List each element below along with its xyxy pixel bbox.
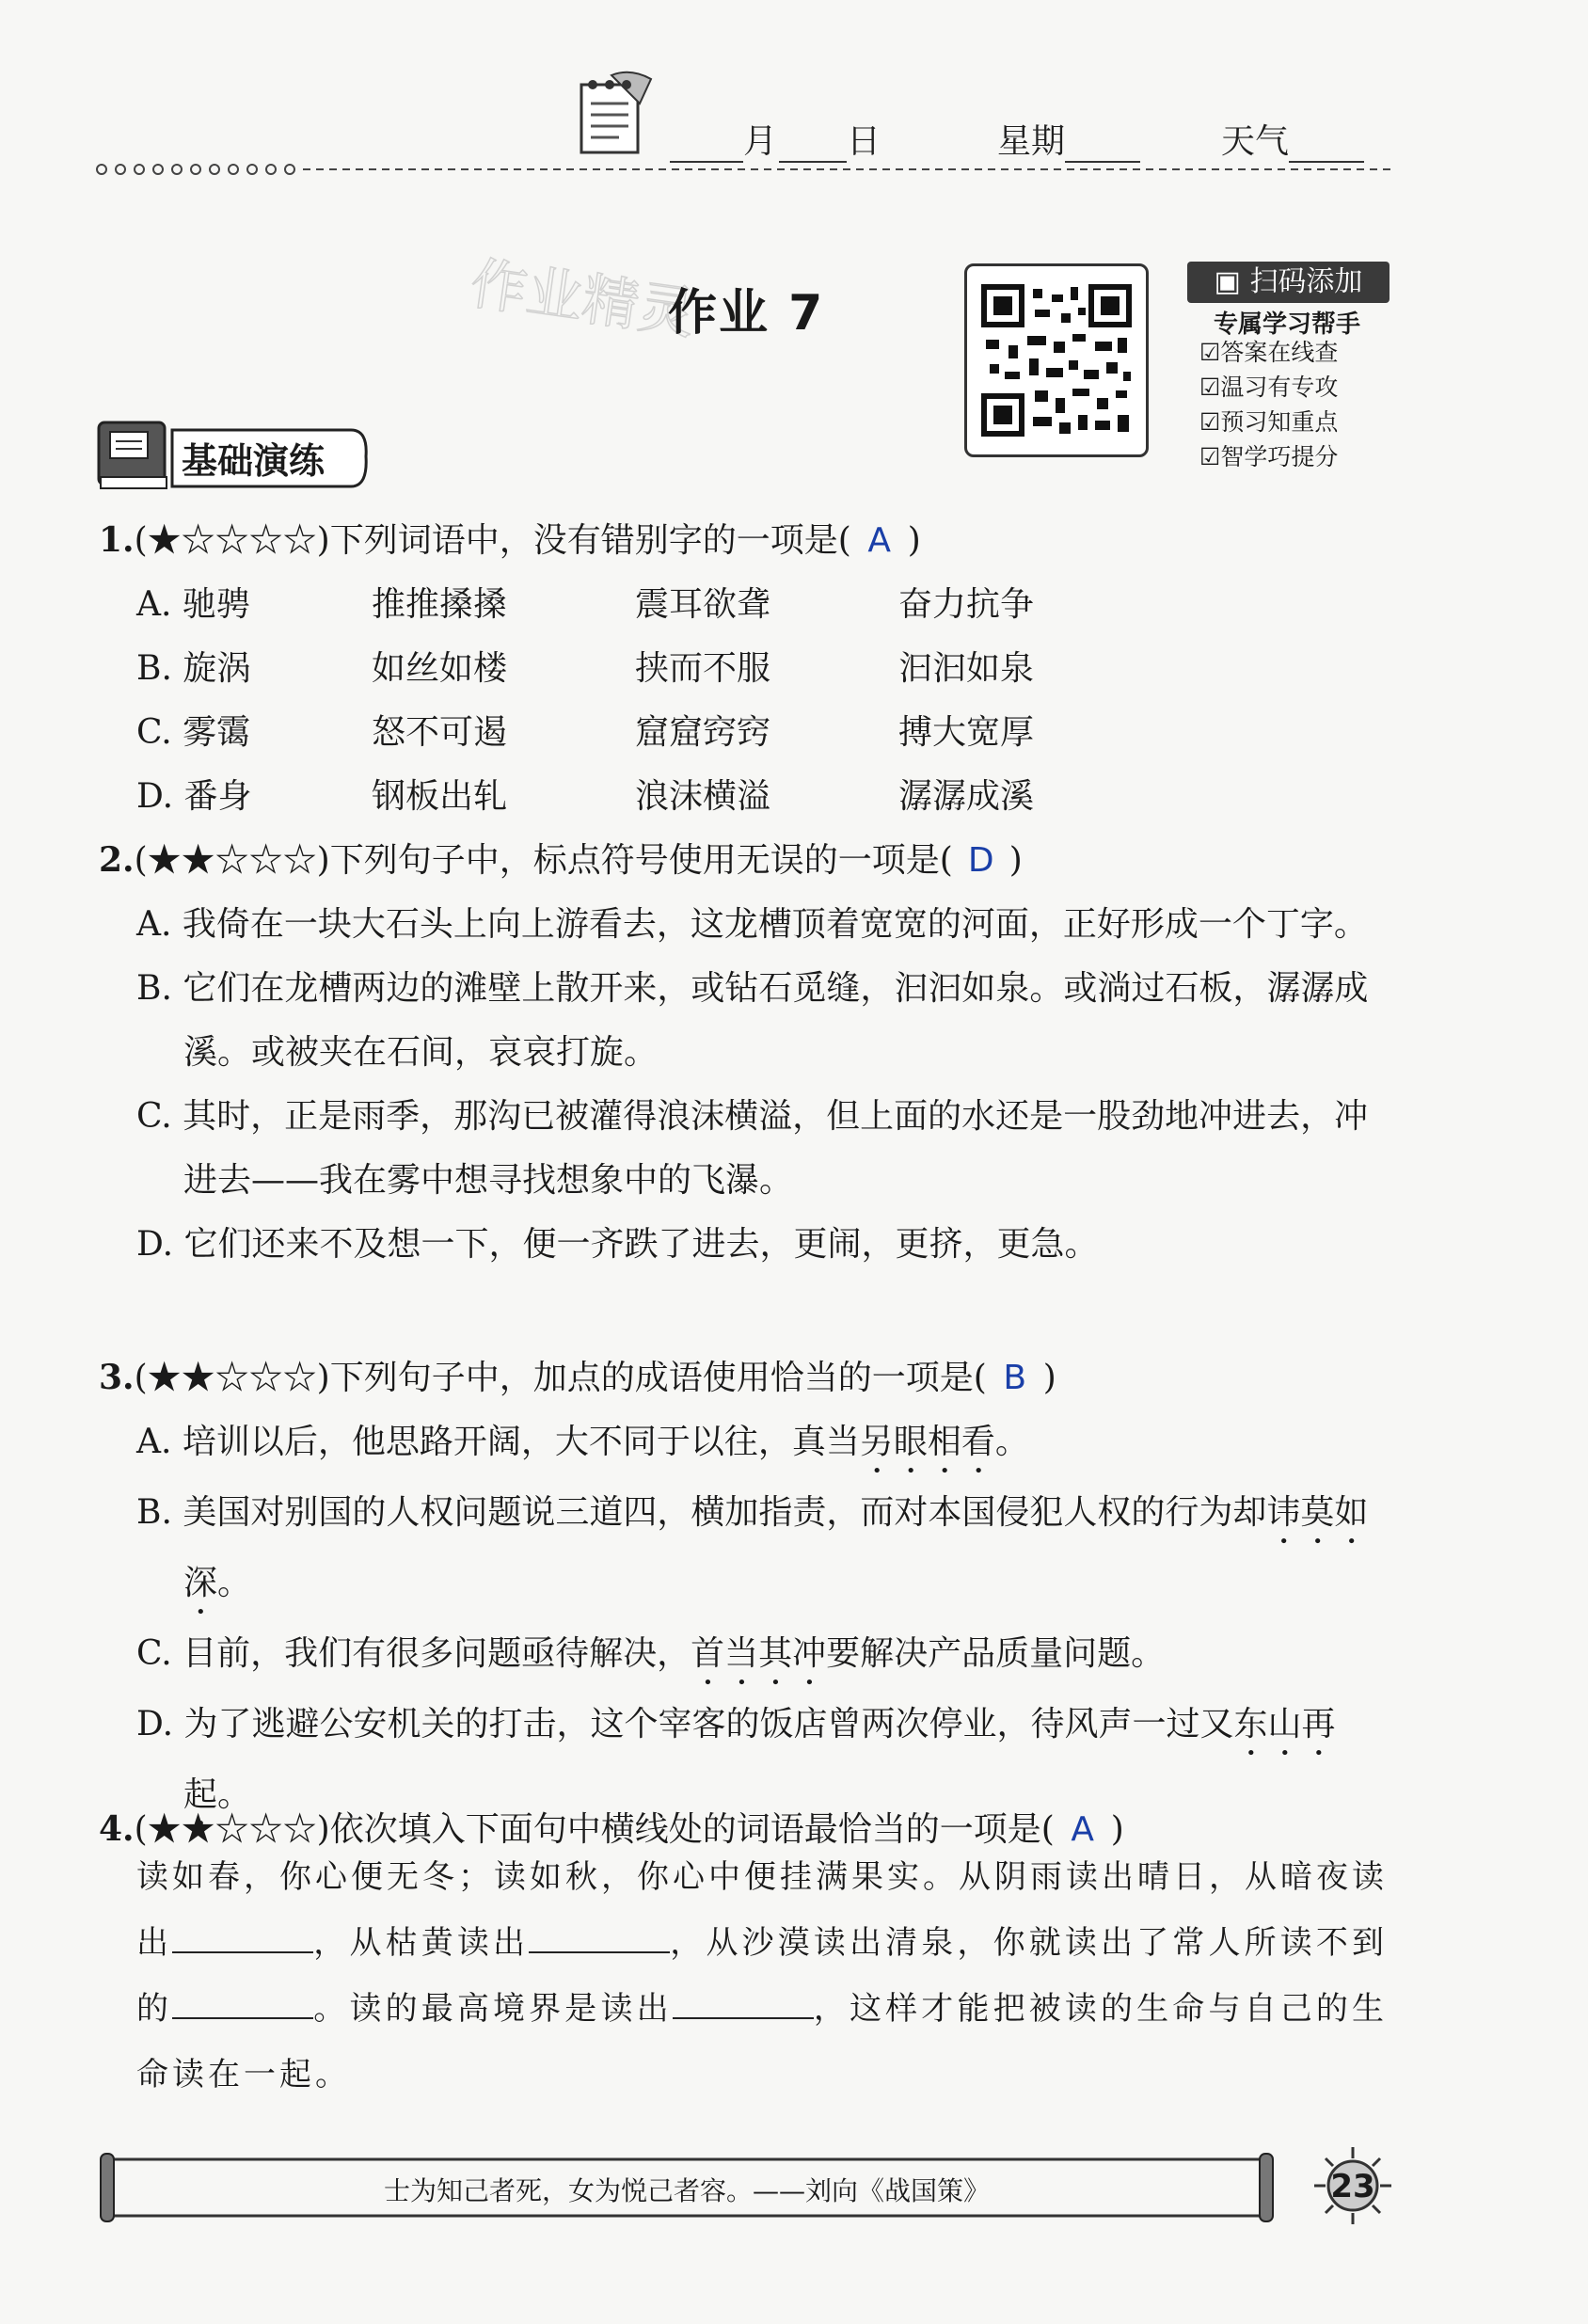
month-field: 月	[670, 115, 777, 163]
section-header	[97, 419, 370, 494]
question-stem: 3.(★★☆☆☆)下列句子中，加点的成语使用恰当的一项是( B )	[99, 1345, 1397, 1410]
scan-icon: ▣	[1214, 265, 1250, 298]
option-row: A. 驰骋 推推搡搡 震耳欲聋 奋力抗争	[136, 585, 1035, 624]
question-stem: 1.(★☆☆☆☆)下列词语中，没有错别字的一项是( A )	[99, 508, 1397, 573]
answer-mark: A	[1071, 1810, 1095, 1849]
question-1	[99, 508, 1397, 829]
page-title: 作业 7	[668, 285, 825, 342]
day-field: 日	[779, 115, 881, 163]
calendar-icon	[574, 66, 659, 160]
qr-code[interactable]	[964, 263, 1149, 457]
fill-blank[interactable]	[673, 1985, 814, 2019]
qr-subtitle: 专属学习帮手	[1214, 310, 1361, 339]
qr-feature: ☑温习有专攻	[1199, 374, 1339, 401]
weekday-field: 星期	[997, 115, 1140, 163]
option-sentence: B. 美国对别国的人权问题说三道四，横加指责，而对本国侵犯人权的行为却讳莫如深。	[136, 1493, 1369, 1602]
section-label: 基础演练	[182, 440, 326, 482]
qr-feature: ☑预习知重点	[1199, 408, 1339, 436]
dotted-idiom: 东山再起	[183, 1705, 1336, 1814]
header-divider	[94, 162, 1392, 177]
option-sentence: D. 它们还来不及想一下，便一齐跌了进去，更闹，更挤，更急。	[136, 1225, 1099, 1264]
qr-code-icon	[967, 266, 1146, 454]
option-sentence: C. 其时，正是雨季，那沟已被灌得浪沫横溢，但上面的水还是一股劲地冲进去，冲进去——我在雾中想寻找想象中的飞瀑。	[136, 1097, 1369, 1200]
qr-feature-list	[1199, 335, 1338, 474]
question-stem: 2.(★★☆☆☆)下列句子中，标点符号使用无误的一项是( D )	[99, 828, 1397, 893]
fill-blank[interactable]	[172, 1919, 313, 1953]
footer-quote: 士为知己者死，女为悦己者容。——刘向《战国策》	[383, 2175, 990, 2206]
watermark: 作业精灵	[466, 250, 700, 348]
option-row: D. 番身 钢板出轧 浪沫横溢 潺潺成溪	[136, 777, 1035, 816]
qr-feature: ☑答案在线查	[1199, 339, 1339, 366]
option-sentence: D. 为了逃避公安机关的打击，这个宰客的饭店曾两次停业，待风声一过又东山再起。	[136, 1705, 1336, 1814]
qr-feature: ☑智学巧提分	[1199, 443, 1339, 470]
footer-scroll	[99, 2150, 1275, 2225]
question-3	[99, 1345, 1397, 1834]
check-icon: ☑	[1199, 408, 1221, 436]
check-icon: ☑	[1199, 339, 1221, 366]
answer-mark: D	[967, 841, 994, 880]
option-row: C. 雾霭 怒不可遏 窟窟窍窍 搏大宽厚	[136, 713, 1035, 752]
reading-passage: 读如春，你心便无冬；读如秋，你心中便挂满果实。从阴雨读出晴日，从暗夜读出 ，从枯黄读出 ，从沙漠读出清泉，你就读出了常人所读不到的 。读的最高境界是读出 ，这样才能把被读的生命与自己的生命读在一起。	[136, 1858, 1389, 2093]
option-sentence: B. 它们在龙槽两边的滩壁上散开来，或钻石觅缝，汩汩如泉。或淌过石板，潺潺成溪。或被夹在石间，哀哀打旋。	[136, 969, 1369, 1072]
dotted-idiom: 另眼相看	[859, 1423, 995, 1461]
question-stem: 4.(★★☆☆☆)依次填入下面句中横线处的词语最恰当的一项是( A )	[99, 1797, 1397, 1862]
scan-add-badge[interactable]: ▣ 扫码添加	[1187, 262, 1390, 303]
answer-mark: A	[867, 521, 892, 560]
date-header	[94, 56, 1392, 179]
weather-field: 天气	[1221, 115, 1364, 163]
fill-blank[interactable]	[529, 1919, 670, 1953]
question-2	[99, 828, 1397, 1277]
check-icon: ☑	[1199, 374, 1221, 401]
answer-mark: B	[1003, 1359, 1027, 1397]
option-sentence: C. 目前，我们有很多问题亟待解决，首当其冲要解决产品质量问题。	[136, 1634, 1166, 1673]
option-sentence: A. 培训以后，他思路开阔，大不同于以往，真当另眼相看。	[136, 1423, 1029, 1461]
dotted-idiom: 首当其冲	[691, 1634, 827, 1673]
check-icon: ☑	[1199, 443, 1221, 470]
dotted-idiom: 讳莫如深	[183, 1493, 1369, 1602]
page-number: 23	[1312, 2145, 1393, 2226]
option-sentence: A. 我倚在一块大石头上向上游看去，这龙槽顶着宽宽的河面，正好形成一个丁字。	[136, 905, 1368, 944]
fill-blank[interactable]	[172, 1985, 313, 2019]
option-row: B. 旋涡 如丝如楼 挟而不服 汩汩如泉	[136, 649, 1035, 688]
